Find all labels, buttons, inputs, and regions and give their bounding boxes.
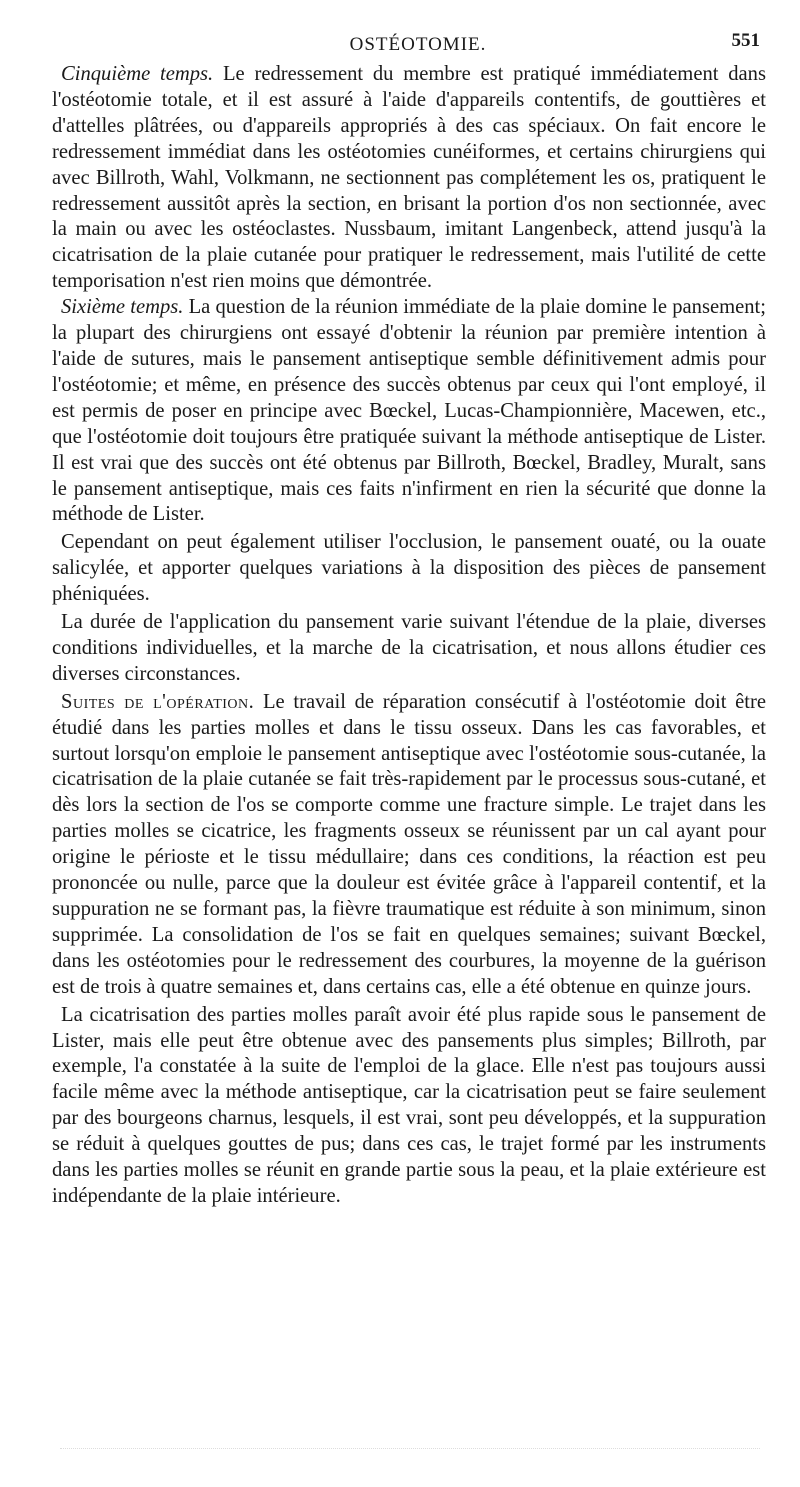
- paragraph-text: Le travail de réparation consécutif à l'ostéotomie doit être étudié dans les parties molles et dans le tissu osseux. Dans les cas favorables, et surtout lorsqu'on emploie le pansement antiseptique avec l'ostéotomie sous-cutanée, la cicatrisation de la plaie cutanée se fait très-rapidement par le processus sous-cutané, et dès lors la section de l'os se comporte comme une fracture simple. Le trajet dans les parties molles se cicatrice, les fragments osseux se réunissent par un cal ayant pour origine le périoste et le tissu médullaire; dans ces conditions, la réaction est peu prononcée ou nulle, parce que la douleur est évitée grâce à l'appareil contentif, et la suppuration ne se formant pas, la fièvre traumatique est réduite à son minimum, sinon supprimée. La consolidation de l'os se fait en quelques semaines; suivant Bœckel, dans les ostéotomies pour le redressement des courbures, la moyenne de la guérison est de trois à quatre semaines et, dans certains cas, elle a été obtenue en quinze jours.: [52, 690, 766, 998]
- body-text: [52, 62, 766, 1210]
- paragraph-cicatrisation: [52, 1003, 766, 1210]
- paragraph-occlusion: [52, 530, 766, 608]
- paragraph-text: La durée de l'application du pansement varie suivant l'étendue de la plaie, diverses conditions individuelles, et la marche de la cicatrisation, et nous allons étudier ces diverses circonstances.: [52, 611, 766, 685]
- running-head-title: OSTÉOTOMIE.: [349, 34, 487, 55]
- page-bottom-specks: [60, 1448, 760, 1453]
- paragraph-text: Le redressement du membre est pratiqué immédiatement dans l'ostéotomie totale, et il est assuré à l'aide d'appareils contentifs, de gouttières et d'attelles plâtrées, ou d'appareils appropriés à des cas spéciaux. On fait encore le redressement immédiat dans les ostéotomies cunéiformes, et certains chirurgiens qui avec Billroth, Wahl, Volkmann, ne sectionnent pas complétement les os, pratiquent le redressement aussitôt après la section, en brisant la portion d'os non sectionnée, avec la main ou avec les ostéoclastes. Nussbaum, imitant Langenbeck, attend jusqu'à la cicatrisation de la plaie cutanée pour pratiquer le redressement, mais l'utilité de cette temporisation n'est rien moins que démontrée.: [52, 63, 766, 293]
- paragraph-sixieme-temps: [52, 295, 766, 528]
- page-number: 551: [731, 30, 760, 51]
- paragraph-text: Cependant on peut également utiliser l'occlusion, le pansement ouaté, ou la ouate salicylée, et apporter quelques variations à la disposition des pièces de pansement phéniquées.: [52, 531, 766, 606]
- paragraph-lead: Cinquième temps.: [61, 63, 214, 85]
- paragraph-text: La question de la réunion immédiate de la plaie domine le pansement; la plupart des chirurgiens ont essayé d'obtenir la réunion par première intention à l'aide de sutures, mais le pansement antiseptique semble définitivement admis pour l'ostéotomie; et même, en présence des succès obtenus par ceux qui l'ont employé, il est permis de poser en principe avec Bœckel, Lucas-Championnière, Macewen, etc., que l'ostéotomie doit toujours être pratiquée suivant la méthode antiseptique de Lister. Il est vrai que des succès ont été obtenus par Billroth, Bœckel, Bradley, Muralt, sans le pansement antiseptique, mais ces faits n'infirment en rien la sécurité que donne la méthode de Lister.: [52, 296, 766, 526]
- paragraph-duree-pansement: [52, 610, 766, 688]
- paragraph-suites-operation: [52, 690, 766, 1001]
- paragraph-lead: Suites de l'opération.: [61, 690, 255, 713]
- paragraph-cinquieme-temps: [52, 62, 766, 295]
- paragraph-lead: Sixième temps.: [61, 296, 184, 319]
- paragraph-text: La cicatrisation des parties molles paraît avoir été plus rapide sous le pansement de Lister, mais elle peut être obtenue avec des pansements plus simples; Billroth, par exemple, l'a constatée à la suite de l'emploi de la glace. Elle n'est pas toujours aussi facile même avec la méthode antiseptique, car la cicatrisation peut se faire seulement par des bourgeons charnus, lesquels, il est vrai, sont peu développés, et la suppuration se réduit à quelques gouttes de pus; dans ces cas, le trajet formé par les instruments dans les parties molles se réunit en grande partie sous la peau, et la plaie extérieure est indépendante de la plaie intérieure.: [52, 1003, 766, 1207]
- running-head: [52, 26, 766, 56]
